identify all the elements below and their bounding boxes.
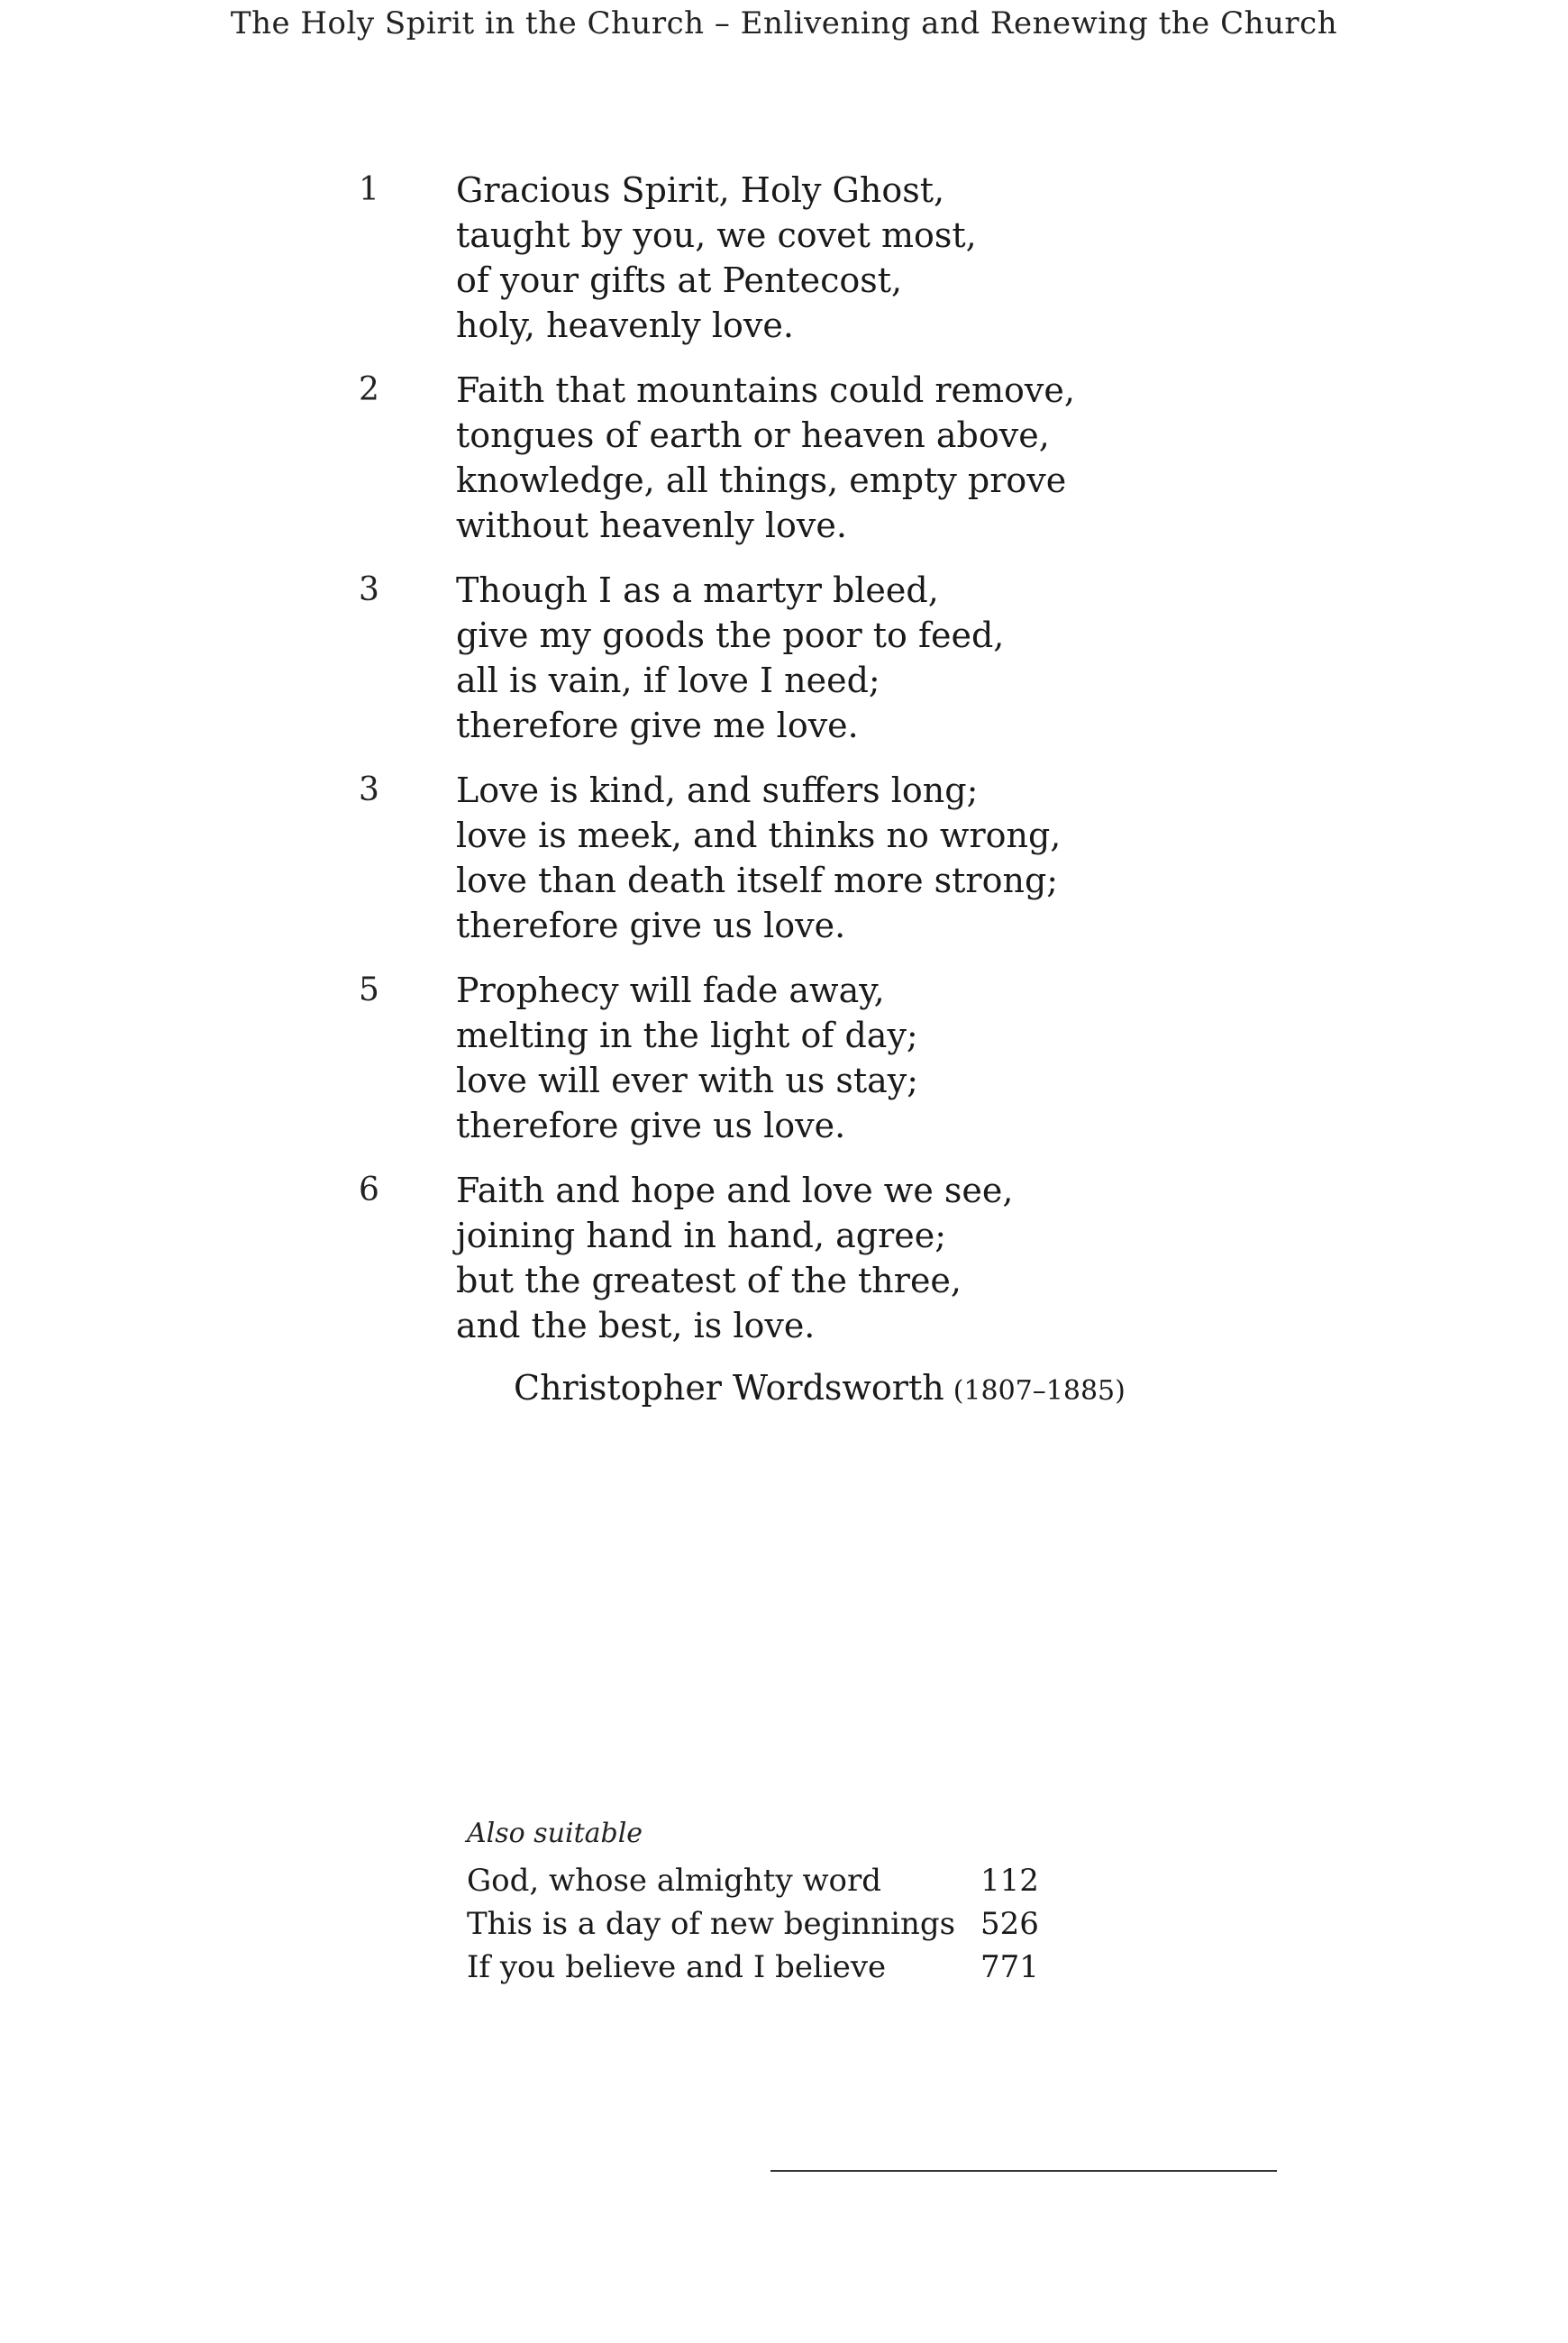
page-header: The Holy Spirit in the Church – Enlivening and Renewing the Church [230, 5, 1338, 41]
stanza-line: melting in the light of day; [456, 1016, 918, 1055]
stanza [0, 768, 1568, 968]
stanza-lines [456, 368, 1075, 548]
stanza-lines [456, 968, 918, 1148]
stanza [0, 368, 1568, 568]
author-dates: (1807–1885) [953, 1375, 1126, 1407]
stanza-line: Love is kind, and suffers long; [456, 770, 979, 810]
stanza-line: knowledge, all things, empty prove [456, 460, 1067, 500]
stanza-number: 2 [359, 371, 379, 408]
also-suitable-title: If you believe and I believe [467, 1949, 887, 1985]
stanza-number: 6 [359, 1172, 379, 1208]
stanza-line: therefore give me love. [456, 706, 859, 745]
stanza-line: Faith and hope and love we see, [456, 1171, 1014, 1210]
stanza-line: joining hand in hand, agree; [456, 1216, 947, 1255]
author-name: Christopher Wordsworth [514, 1368, 944, 1408]
stanza-line: Though I as a martyr bleed, [456, 570, 939, 610]
also-suitable-number: 526 [980, 1906, 1039, 1942]
stanza-lines [456, 1168, 1013, 1348]
stanza-lines [456, 768, 1061, 948]
stanza-line: therefore give us love. [456, 1106, 846, 1145]
stanza-line: of your gifts at Pentecost, [456, 260, 903, 300]
stanza-line: without heavenly love. [456, 506, 847, 545]
also-suitable-heading: Also suitable [467, 1818, 643, 1849]
also-suitable-item [467, 1946, 1044, 1989]
stanza-line: love will ever with us stay; [456, 1061, 919, 1100]
footer-rule [770, 2170, 1277, 2172]
stanza [0, 968, 1568, 1168]
stanza-line: holy, heavenly love. [456, 305, 794, 345]
also-suitable-number: 112 [980, 1863, 1039, 1899]
stanza [0, 168, 1568, 368]
stanza-line: give my goods the poor to feed, [456, 615, 1005, 655]
stanza-line: Faith that mountains could remove, [456, 370, 1075, 410]
stanza-number: 5 [359, 971, 379, 1008]
also-suitable-title: God, whose almighty word [467, 1863, 882, 1899]
stanza-line: but the greatest of the three, [456, 1261, 962, 1300]
also-suitable-section [467, 1816, 1044, 1989]
stanza [0, 1168, 1568, 1368]
stanza-line: love than death itself more strong; [456, 861, 1059, 900]
stanza [0, 568, 1568, 768]
also-suitable-title: This is a day of new beginnings [467, 1906, 956, 1942]
stanza-line: taught by you, we covet most, [456, 215, 977, 255]
stanza-line: tongues of earth or heaven above, [456, 415, 1050, 455]
stanza-line: Prophecy will fade away, [456, 971, 885, 1010]
hymn-author [514, 1365, 1126, 1414]
stanza-line: Gracious Spirit, Holy Ghost, [456, 170, 945, 210]
stanza-lines [456, 168, 977, 348]
stanza-number: 3 [359, 771, 379, 808]
stanza-number: 1 [359, 171, 379, 208]
also-suitable-number: 771 [980, 1949, 1039, 1985]
stanza-number: 3 [359, 571, 379, 608]
hymn-text [0, 168, 1568, 1368]
also-suitable-item [467, 1859, 1044, 1902]
stanza-line: love is meek, and thinks no wrong, [456, 816, 1062, 855]
also-suitable-item [467, 1902, 1044, 1946]
stanza-line: all is vain, if love I need; [456, 661, 880, 700]
stanza-lines [456, 568, 1004, 748]
stanza-line: therefore give us love. [456, 906, 846, 945]
stanza-line: and the best, is love. [456, 1306, 816, 1345]
